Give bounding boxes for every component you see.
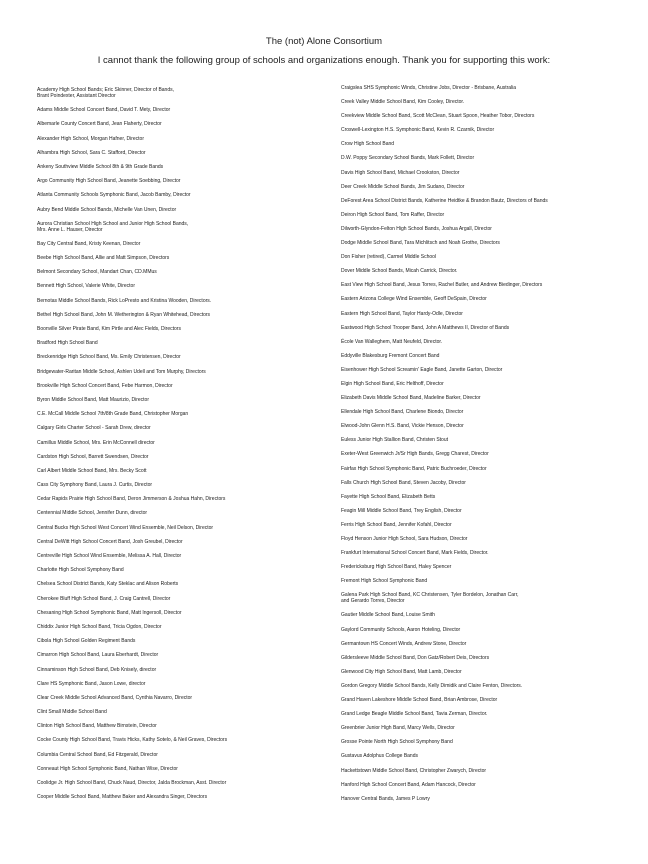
supporter-entry: Cimarron High School Band, Laura Eberhardt, Director [37, 652, 159, 659]
supporter-entry: Carl Albert Middle School Band, Mrs. Becky Scott [37, 467, 147, 474]
supporter-entry: Cooper Middle School Band, Matthew Baker and Alexandra Singer, Directors [37, 794, 208, 801]
supporter-entry: Conneaut High School Symphonic Band, Nathan Wise, Director [37, 765, 178, 772]
supporter-entry: Feagin Mill Middle School Band, Trey English, Director [341, 507, 462, 514]
supporter-entry: Clare HS Symphonic Band, Jason Lowe, director [37, 680, 146, 687]
supporter-entry: Chiddix Junior High School Band, Tricia Ogdon, Director [37, 623, 162, 630]
supporter-entry: Creekview Middle School Band, Scott McClean, Stuart Spoon, Heather Tobor, Directors [341, 113, 535, 120]
supporter-entry: Glenwood City High School Band, Matt Lamb, Director [341, 668, 462, 675]
supporter-entry: Ankeny Southview Middle School 8th & 9th Grade Bands [37, 163, 164, 170]
supporter-entry: Coolidge Jr. High School Band, Chuck Naud, Director, Jalda Brockman, Asst. Director [37, 780, 227, 786]
supporter-entry: Atlanta Community Schools Symphonic Band, Jacob Bamby, Director [37, 192, 191, 199]
supporter-entry: Cedar Rapids Prairie High School Band, Deron Jimmerson & Joshua Hahn, Directors [37, 496, 226, 503]
supporter-entry: Bennett High School, Valerie White, Director [37, 283, 136, 290]
supporter-entry: Croswell-Lexington H.S. Symphonic Band, Kevin R. Czarnik, Director [341, 127, 495, 134]
supporter-entry: Grand Haven Lakeshore Middle School Band, Brian Ambrose, Director [341, 697, 498, 704]
supporter-entry: Academy High School Bands; Eric Skinner, Director of Bands, Brant Poindexter, Assistant Director [37, 87, 175, 99]
supporter-entry: Greenbrier Junior High Band, Marcy Wells, Director [341, 725, 455, 732]
supporter-entry: Elizabeth Davis Middle School Band, Madeline Barker, Director [341, 395, 481, 402]
supporter-entry: Fredericksburg High School Band, Haley Spencer [341, 564, 452, 571]
supporter-entry: Aubry Bend Middle School Bands, Michelle Van Unen, Director [37, 206, 177, 213]
supporter-entry: Deer Creek Middle School Bands, Jim Sudano, Director [341, 183, 465, 190]
page-subtitle: I cannot thank the following group of schools and organizations enough. Thank you for supporting this work: [97, 55, 551, 66]
supporter-entry: Elwood-John Glenn H.S. Band, Vickie Henson, Director [341, 423, 464, 430]
supporter-entry: Elgin High School Band, Eric Helthoff, Director [341, 380, 444, 387]
left-column-list [37, 87, 312, 808]
supporter-entry: Adams Middle School Concert Band, David T. Mety, Director [37, 107, 171, 114]
supporter-entry: Beebe High School Band, Allie and Matt Simpson, Directors [37, 255, 170, 262]
right-column-list [341, 85, 631, 810]
supporter-entry: Fairfax High School Symphonic Band, Patric Buchroeder, Director [341, 465, 487, 472]
supporter-entry: Central Bucks High School West Concert Wind Ensemble, Neil Delson, Director [37, 524, 214, 531]
supporter-entry: Byron Middle School Band, Matt Maurizio, Director [37, 396, 149, 403]
supporter-entry: Gautier Middle School Band, Louise Smith [341, 612, 435, 619]
supporter-entry: Bradford High School Band [37, 340, 98, 347]
supporter-entry: C.E. McCall Middle School 7th/8th Grade Band, Christopher Morgan [37, 411, 189, 418]
supporter-entry: Eddyville Blakesburg Fremont Concert Band [341, 352, 440, 359]
supporter-entry: Hanford High School Concert Band, Adam Hancock, Director [341, 781, 476, 788]
supporter-entry: Aurora Christian School High School and Junior High School Bands, Mrs. Anne L. Hauser, Director [37, 220, 189, 233]
supporter-entry: Grosse Pointe North High School Symphony Band [341, 739, 453, 746]
supporter-entry: Fremont High School Symphonic Band [341, 578, 428, 585]
supporter-entry: Grand Ledge Beagle Middle School Band, Tavia Zerman, Director. [341, 711, 488, 718]
supporter-entry: D.W. Poppy Secondary School Bands, Mark Follett, Director [341, 155, 475, 162]
supporter-entry: Exeter-West Greenwich Jr/Sr High Bands, Gregg Charest, Director [341, 451, 489, 458]
page-title: The (not) Alone Consortium [265, 36, 383, 47]
supporter-entry: Argo Community High School Band, Jeanette Soebbing, Director [37, 178, 181, 185]
supporter-entry: DeForest Area School District Bands, Katherine Heidtke & Brandon Bautz, Directors of Bands [341, 197, 548, 204]
supporter-entry: Calgary Girls Charter School - Sarah Drew, director [37, 425, 151, 432]
supporter-entry: Clint Small Middle School Band [37, 709, 107, 716]
supporter-entry: Cherokee Bluff High School Band, J. Craig Cantrell, Director [37, 595, 171, 602]
supporter-entry: Bethel High School Band, John M. Wetherington & Ryan Whitehead, Directors [37, 311, 211, 318]
supporter-entry: Cass City Symphony Band, Laura J. Curtis, Director [37, 482, 153, 489]
supporter-entry: Euless Junior High Stallion Band, Christen Stout [341, 437, 449, 444]
supporter-entry: Don Fisher (retired), Carmel Middle School [341, 254, 437, 261]
supporter-entry: Ellendale High School Band, Charlene Biondo, Director [341, 409, 464, 416]
supporter-entry: Deiron High School Band, Tom Raffer, Director [341, 211, 445, 218]
supporter-entry: Bernotas Middle School Bands, Rick LoPresto and Kristina Wooden, Directors. [37, 297, 212, 304]
supporter-entry: Central DeWitt High School Concert Band, Josh Greubel, Director [37, 538, 183, 545]
supporter-entry: Dover Middle School Bands, Micah Carrick, Director. [341, 268, 458, 275]
supporter-entry: Charlotte High School Symphony Band [37, 567, 124, 574]
supporter-entry: Floyd Henson Junior High School, Sara Hudson, Director [341, 536, 468, 542]
supporter-entry: Frankfurt International School Concert Band, Mark Fields, Director. [341, 550, 489, 557]
supporter-entry: Ferris High School Band, Jennifer Kofahl, Director [341, 521, 452, 528]
supporter-entry: Cocke County High School Band, Travis Hicks, Kathy Sotelo, & Neil Graves, Directors [37, 737, 228, 744]
supporter-entry: Creek Valley Middle School Band, Kim Cooley, Director. [341, 99, 465, 106]
supporter-entry: Albemarle County Concert Band, Jean Flaherty, Director [37, 121, 162, 128]
supporter-entry: Craigslea SHS Symphonic Winds, Christine Jobs, Director - Brisbane, Australia [341, 85, 517, 91]
supporter-entry: Gordon Gregory Middle School Bands, Kelly Dimidik and Claire Fenton, Directors. [341, 682, 523, 689]
supporter-entry: Camillus Middle School, Mrs. Erin McConnell director [37, 439, 155, 446]
supporter-entry: Centreville High School Wind Ensemble, Melissa A. Hall, Director [37, 553, 182, 559]
supporter-entry: Centennial Middle School, Jennifer Dunn, director [37, 510, 148, 517]
supporter-entry: Alexander High School, Morgan Hafner, Director [37, 135, 144, 142]
supporter-entry: Breckenridge High School Band, Ms. Emily Christensen, Director [37, 354, 181, 361]
supporter-entry: Hackettstown Middle School Band, Christopher Zwarych, Director [341, 767, 487, 774]
supporter-entry: Belmont Secondary School, Mandart Chan, CD.MMus [37, 269, 157, 276]
supporter-entry: Clinton High School Band, Matthew Birnstein, Director [37, 723, 157, 730]
supporter-entry: Fayette High School Band, Elizabeth Betts [341, 493, 436, 500]
supporter-entry: Crow High School Band [341, 141, 395, 148]
supporter-entry: Columbia Central School Band, Ed Fitzgerald, Director [37, 751, 158, 758]
supporter-entry: Chesaning High School Symphonic Band, Matt Ingersoll, Director [37, 609, 182, 616]
supporter-entry: Cibola High School Golden Regiment Bands [37, 638, 136, 645]
supporter-entry: Alhambra High School, Sara C. Stafford, Director [37, 149, 146, 156]
supporter-entry: East View High School Band, Jesus Torres, Rachel Butler, and Andrew Biedinger, Directors [341, 282, 543, 289]
supporter-entry: Chelsea School District Bands, Katy Steklac and Alison Roberts [37, 581, 179, 588]
supporter-entry: Hanover Central Bands, James P Lowry [341, 795, 430, 802]
supporter-entry: Dilworth-Glyndon-Felton High School Bands, Joshua Argall, Director [341, 225, 492, 232]
supporter-entry: Gustavus Adolphus College Bands [341, 753, 418, 760]
supporter-entry: Brookville High School Concert Band, Febe Harmon, Director [37, 382, 173, 389]
supporter-entry: Dodge Middle School Band, Tara Michlitsch and Noah Grothe, Directors [341, 240, 500, 247]
supporter-entry: École Van Walleghem, Matt Neufeld, Director. [341, 338, 443, 345]
supporter-entry: Cardston High School, Barrett Swendsen, Director [37, 453, 149, 460]
supporter-entry: Bridgewater-Raritan Middle School, Ashlen Udell and Tom Murphy, Directors [37, 368, 206, 375]
supporter-entry: Clear Creek Middle School Advanced Band, Cynthia Navarro, Director [37, 694, 193, 701]
supporter-entry: Eastern High School Band, Taylor Hardy-Odle, Director [341, 310, 463, 317]
supporter-entry: Eastwood High School Trooper Band, John A Matthews II, Director of Bands [341, 324, 510, 331]
supporter-entry: Eastern Arizona College Wind Ensemble, Geoff DeSpain, Director [341, 296, 487, 303]
supporter-entry: Eisenhower High School Screamin' Eagle Band, Janette Garton, Director [341, 366, 503, 373]
supporter-entry: Falls Church High School Band, Steven Jacoby, Director [341, 479, 466, 486]
supporter-entry: Gildersleeve Middle School Band, Don Gatz/Robert Deis, Directors [341, 654, 490, 661]
supporter-entry: Gaylord Community Schools, Aaron Hoteling, Director [341, 626, 461, 633]
supporter-entry: Bay City Central Band, Kristy Keenan, Director [37, 240, 141, 247]
supporter-entry: Davis High School Band, Michael Crookston, Director [341, 169, 460, 176]
supporter-entry: Galena Park High School Band, KC Christensen, Tyler Bordelon, Jonathan Carr, and Gerardo Torres, Director [341, 592, 519, 605]
supporter-entry: Boonville Silver Pirate Band, Kim Pirtle and Alec Fields, Directors [37, 326, 181, 332]
supporter-entry: Germantown HS Concert Winds, Andrew Stone, Director [341, 640, 467, 647]
supporter-entry: Cinnaminson High School Band, Deb Knisely, director [37, 666, 157, 673]
